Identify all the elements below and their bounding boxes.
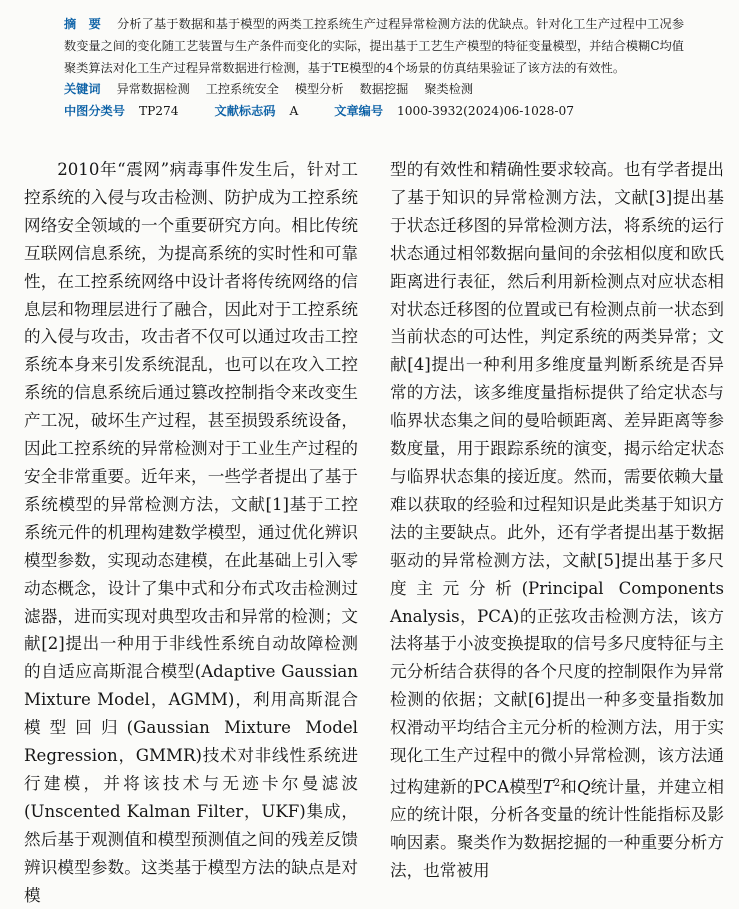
keyword: 模型分析 bbox=[294, 82, 344, 97]
t-statistic-exponent: 2 bbox=[553, 777, 561, 789]
body-columns bbox=[24, 156, 724, 905]
keyword: 聚类检测 bbox=[424, 82, 474, 97]
clc-label: 中图分类号 bbox=[64, 104, 125, 119]
t-statistic-symbol: T bbox=[542, 777, 554, 797]
abstract-block bbox=[64, 14, 684, 123]
article-no-label: 文章编号 bbox=[334, 104, 384, 119]
keywords-label: 关键词 bbox=[64, 82, 101, 97]
right-column-text-start: 型的有效性和精确性要求较高。也有学者提出了基于知识的异常检测方法，文献[3]提出基于状态迁移图的异常检测方法，将系统的运行状态通过相邻数据向量间的余弦相似度和欧氏距离进行表征，然后利用新检测点对应状态相对状态迁移图的位置或已有检测点前一状态到当前状态的可达性，判定系统的两类异常；文献[4]提出一种利用多维度量判断系统是否异常的方法，该多维度量指标提供了给定状态与临界状态集之间的曼哈顿距离、差异距离等参数度量，用于跟踪系统的演变，揭示给定状态与临界状态集的接近度。然而，需要依赖大量难以获取的经验和过程知识是此类基于知识方法的主要缺点。此外，还有学者提出基于数据驱动的异常检测方法，文献[5]提出基于多尺度主元分析(Principal Components Analysis，PCA)的正弦攻击检测方法，该方法将基于小波变换提取的信号多尺度特征与主元分析结合获得的各个尺度的控制限作为异常检测的依据；文献[6]提出一种多变量指数加权滑动平均结合主元分析的检测方法，用于实现化工生产过程中的微小异常检测，该方法通过构建新的PCA模型 bbox=[390, 160, 724, 797]
keyword: 异常数据检测 bbox=[116, 82, 190, 97]
abstract-label: 摘 要 bbox=[64, 17, 101, 31]
clc-value: TP274 bbox=[138, 104, 179, 119]
abstract-paragraph bbox=[64, 14, 684, 79]
q-statistic-symbol: Q bbox=[576, 777, 591, 797]
metadata-line bbox=[64, 101, 684, 123]
article-no-value: 1000-3932(2024)06-1028-07 bbox=[397, 104, 574, 119]
right-column bbox=[390, 156, 724, 881]
abstract-text: 分析了基于数据和基于模型的两类工控系统生产过程异常检测方法的优缺点。针对化工生产过程中工况参数变量之间的变化随工艺装置与生产条件而变化的实际，提出基于工艺生产模型的特征变量模型，并结合模糊C均值聚类算法对化工生产过程异常数据进行检测，基于TE模型的4个场景的仿真结果验证了该方法的有效性。 bbox=[64, 17, 685, 75]
keyword: 数据挖掘 bbox=[359, 82, 409, 97]
doc-code-value: A bbox=[289, 104, 299, 119]
right-column-text-end: 统计量，并建立相应的统计限，分析各变量的统计性能指标及影响因素。聚类作为数据挖掘的一种重要分析方法，也常被用 bbox=[390, 777, 724, 881]
doc-code-label: 文献标志码 bbox=[214, 104, 276, 119]
left-column-text: 2010年“震网”病毒事件发生后，针对工控系统的入侵与攻击检测、防护成为工控系统网络安全领域的一个重要研究方向。相比传统互联网信息系统，为提高系统的实时性和可靠性，在工控系统网络中设计者将传统网络的信息层和物理层进行了融合，因此对于工控系统的入侵与攻击，攻击者不仅可以通过攻击工控系统本身来引发系统混乱，也可以在攻入工控系统的信息系统后通过篡改控制指令来改变生产工况，破坏生产过程，甚至损毁系统设备，因此工控系统的异常检测对于工业生产过程的安全非常重要。近年来，一些学者提出了基于系统模型的异常检测方法，文献[1]基于工控系统元件的机理构建数学模型，通过优化辨识模型参数，实现动态建模，在此基础上引入零动态概念，设计了集中式和分布式攻击检测过滤器，进而实现对典型攻击和异常的检测；文献[2]提出一种用于非线性系统自动故障检测的自适应高斯混合模型(Adaptive Gaussian Mixture Model，AGMM)，利用高斯混合模型回归(Gaussian Mixture Model Regression，GMMR)技术对非线性系统进行建模，并将该技术与无迹卡尔曼滤波(Unscented Kalman Filter，UKF)集成，然后基于观测值和模型预测值之间的残差反馈辨识模型参数。这类基于模型方法的缺点是对模 bbox=[24, 160, 358, 905]
keywords-line bbox=[64, 79, 684, 101]
conjunction-text: 和 bbox=[560, 777, 577, 797]
left-column bbox=[24, 156, 358, 905]
keyword: 工控系统安全 bbox=[205, 82, 279, 97]
right-column-paragraph bbox=[390, 156, 724, 885]
